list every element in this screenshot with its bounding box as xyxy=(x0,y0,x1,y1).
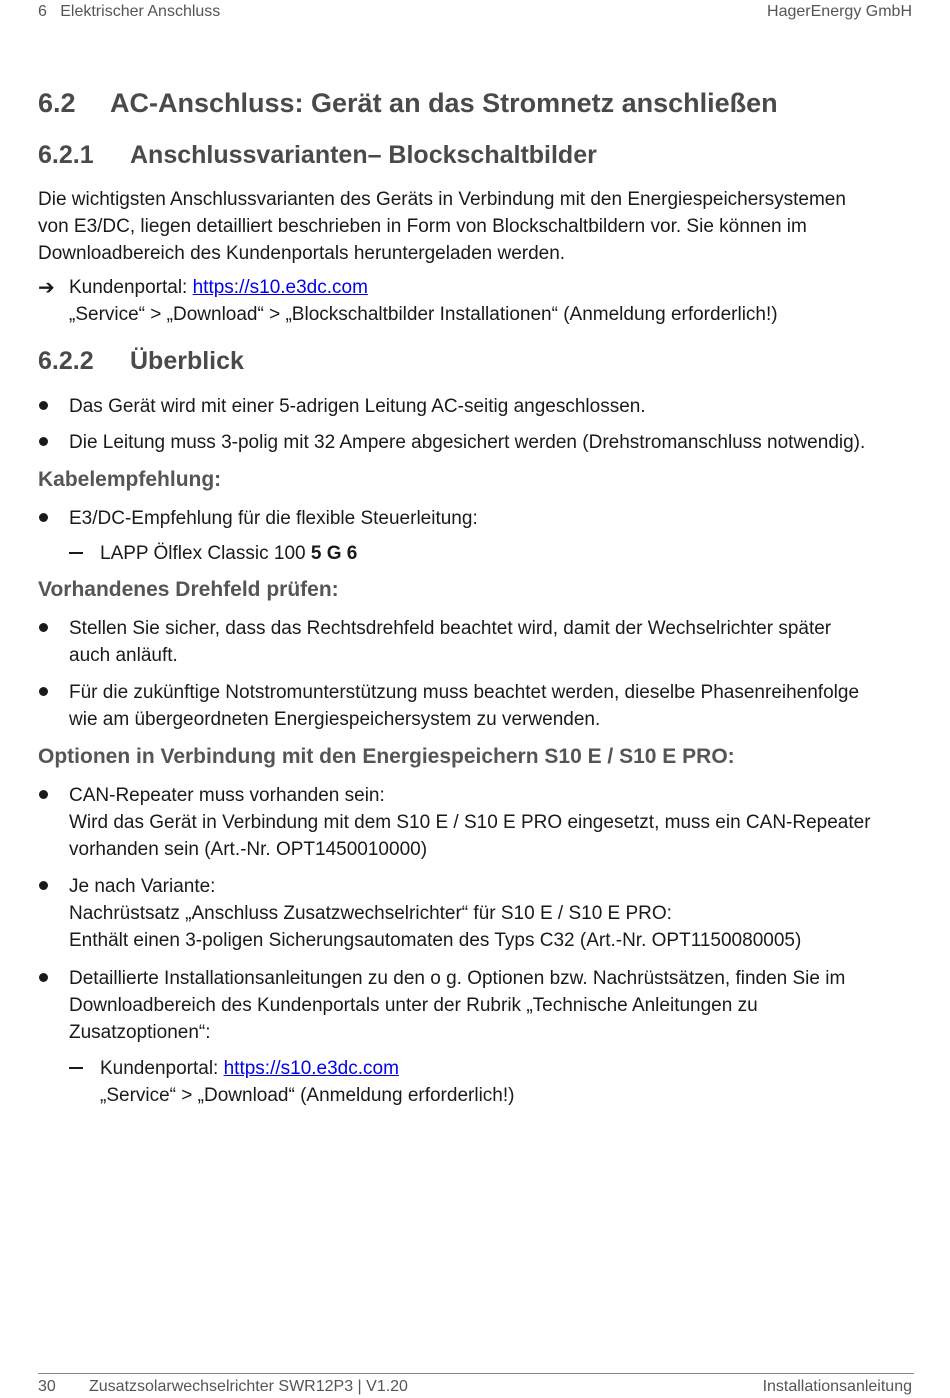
page-number: 30 xyxy=(38,1378,56,1395)
arrow-icon: ➔ xyxy=(38,275,55,299)
section-number: 6.2 xyxy=(38,88,76,118)
section-heading xyxy=(38,88,778,119)
bullet-icon xyxy=(39,437,48,446)
list-item xyxy=(38,679,913,733)
list-item xyxy=(38,429,913,456)
list-item-line: vorhanden sein (Art.-Nr. OPT1450010000) xyxy=(69,839,428,860)
list-item xyxy=(38,393,913,420)
subsection-title: Anschlussvarianten– Blockschaltbilder xyxy=(130,141,597,169)
document-type: Installationsanleitung xyxy=(762,1378,912,1395)
running-header xyxy=(38,3,912,23)
bullet-icon xyxy=(39,790,48,799)
list-item xyxy=(38,965,913,1046)
portal-link[interactable]: https://s10.e3dc.com xyxy=(192,277,368,298)
list-item-line: Enthält einen 3-poligen Sicherungsautomaten des Typs C32 (Art.-Nr. OPT1150080005) xyxy=(69,930,802,951)
cable-spec: 5 G 6 xyxy=(310,543,358,564)
list-item-line: Stellen Sie sicher, dass das Rechtsdrehfeld beachtet wird, damit der Wechselrichter später xyxy=(69,618,832,639)
list-item-text: E3/DC-Empfehlung für die flexible Steuerleitung: xyxy=(69,508,478,529)
list-item-line: wie am übergeordneten Energiespeichersystem zu verwenden. xyxy=(69,709,601,730)
intro-paragraph xyxy=(38,186,913,267)
list-item xyxy=(38,782,913,863)
bullet-icon xyxy=(39,513,48,522)
list-item xyxy=(38,505,913,532)
list-item-line: Für die zukünftige Notstromunterstützung muss beachtet werden, dieselbe Phasenreihenfolge xyxy=(69,682,860,703)
list-item-line: Nachrüstsatz „Anschluss Zusatzwechselrichter“ für S10 E / S10 E PRO: xyxy=(69,903,672,924)
intro-line: Downloadbereich des Kundenportals heruntergeladen werden. xyxy=(38,243,566,264)
portal-path: „Service“ > „Download“ (Anmeldung erforderlich!) xyxy=(100,1085,515,1106)
intro-line: Die wichtigsten Anschlussvarianten des Geräts in Verbindung mit den Energiespeichersystemen xyxy=(38,189,846,210)
list-item-line: Je nach Variante: xyxy=(69,876,216,897)
portal-label: Kundenportal: xyxy=(100,1058,224,1079)
list-item-text: Das Gerät wird mit einer 5-adrigen Leitung AC-seitig angeschlossen. xyxy=(69,396,646,417)
subsection-number: 6.2.2 xyxy=(38,347,94,375)
list-item-line: auch anläuft. xyxy=(69,645,178,666)
bullet-icon xyxy=(39,687,48,696)
list-item-line: Detaillierte Installationsanleitungen zu den o g. Optionen bzw. Nachrüstsätzen, finden Sie im xyxy=(69,968,846,989)
list-item xyxy=(38,615,913,669)
bullet-icon xyxy=(39,623,48,632)
subsection-number: 6.2.1 xyxy=(38,141,94,169)
subsection-heading-overview xyxy=(38,347,244,376)
company-name: HagerEnergy GmbH xyxy=(767,3,912,20)
list-item-line: Downloadbereich des Kundenportals unter der Rubrik „Technische Anleitungen zu xyxy=(69,995,758,1016)
list-item-line: Wird das Gerät in Verbindung mit dem S10 E / S10 E PRO eingesetzt, muss ein CAN-Repeater xyxy=(69,812,871,833)
document-title: Zusatzsolarwechselrichter SWR12P3 | V1.20 xyxy=(89,1378,408,1395)
options-heading: Optionen in Verbindung mit den Energiespeichern S10 E / S10 E PRO: xyxy=(38,745,735,768)
list-item-line: CAN-Repeater muss vorhanden sein: xyxy=(69,785,385,806)
bullet-icon xyxy=(39,881,48,890)
subsection-title: Überblick xyxy=(130,347,244,375)
chapter-label: 6 Elektrischer Anschluss xyxy=(38,3,221,20)
list-item-line: Zusatzoptionen“: xyxy=(69,1022,211,1043)
list-subitem xyxy=(38,540,913,567)
bullet-icon xyxy=(39,973,48,982)
section-title: AC-Anschluss: Gerät an das Stromnetz anschließen xyxy=(110,88,778,118)
bullet-icon xyxy=(39,401,48,410)
portal-link[interactable]: https://s10.e3dc.com xyxy=(223,1058,399,1079)
list-item-text: Die Leitung muss 3-polig mit 32 Ampere abgesichert werden (Drehstromanschluss notwendig). xyxy=(69,432,866,453)
list-subitem xyxy=(38,1055,913,1109)
list-item xyxy=(38,873,913,954)
dash-icon xyxy=(69,552,83,554)
page-footer xyxy=(38,1378,912,1398)
cable-type: LAPP Ölflex Classic 100 xyxy=(100,543,311,564)
footer-divider xyxy=(38,1373,914,1374)
phase-heading: Vorhandenes Drehfeld prüfen: xyxy=(38,578,339,601)
intro-line: von E3/DC, liegen detailliert beschrieben in Form von Blockschaltbildern vor. Sie können im xyxy=(38,216,807,237)
dash-icon xyxy=(69,1067,83,1069)
portal-reference xyxy=(38,274,913,328)
portal-path: „Service“ > „Download“ > „Blockschaltbilder Installationen“ (Anmeldung erforderlich!) xyxy=(69,304,778,325)
cable-heading: Kabelempfehlung: xyxy=(38,468,222,491)
subsection-heading-variants xyxy=(38,141,597,170)
portal-label: Kundenportal: xyxy=(69,277,193,298)
